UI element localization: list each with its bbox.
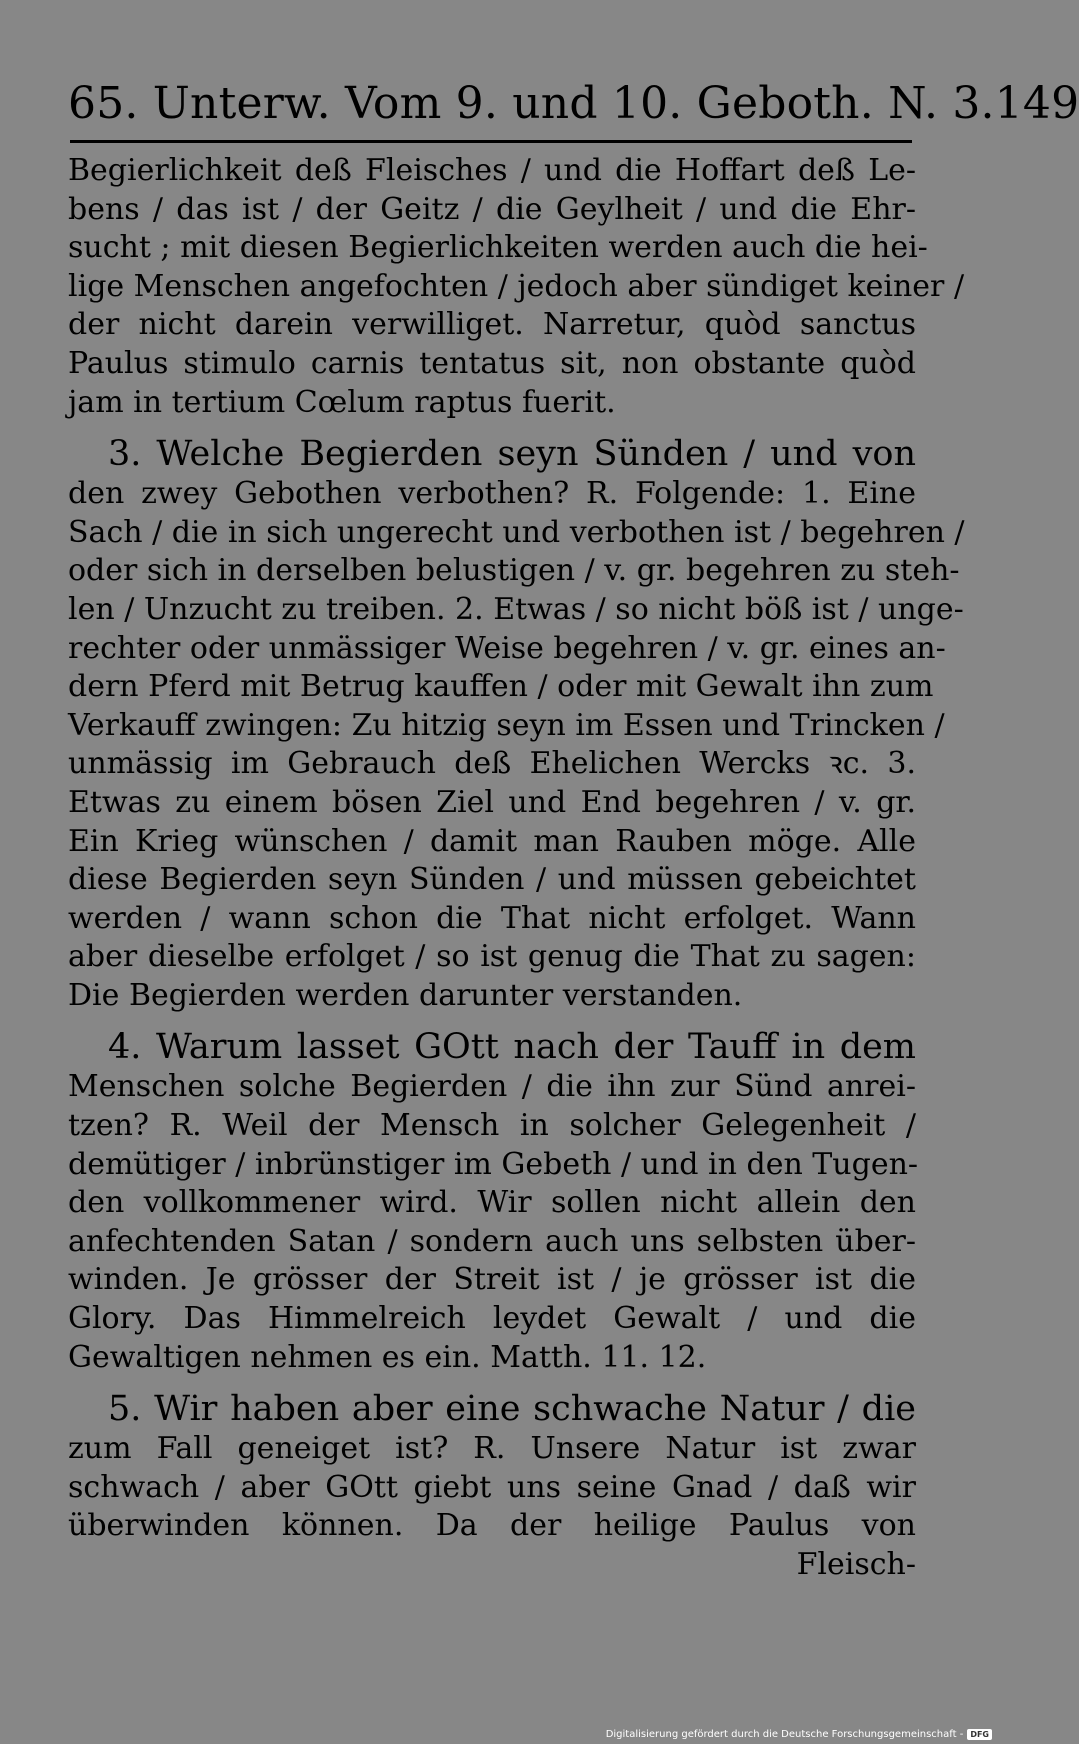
text-line: bens / das ist / der Geitz / die Geylheit / und die Ehr- xyxy=(68,191,916,227)
text-line: Etwas zu einem bösen Ziel und End begehren / v. gr. xyxy=(68,784,916,820)
question-3-heading: 3. Welche Begierden seyn Sünden / und von xyxy=(108,434,916,475)
text-line: sucht ; mit diesen Begierlichkeiten werden auch die hei- xyxy=(68,230,928,266)
running-head-title: 65. Unterw. Vom 9. und 10. Geboth. N. 3. xyxy=(68,78,995,129)
text-line: der nicht darein verwilliget. Narretur, quòd sanctus xyxy=(68,307,916,343)
text-line: Sach / die in sich ungerecht und verbothen ist / begehren / xyxy=(68,514,965,550)
text-line: winden. Je grösser der Streit ist / je grösser ist die xyxy=(68,1262,916,1298)
paragraph-gap xyxy=(68,1377,916,1389)
page-number: 149 xyxy=(994,78,1079,129)
text-line: schwach / aber GOtt giebt uns seine Gnad / daß wir xyxy=(68,1469,916,1505)
text-line: aber dieselbe erfolget / so ist genug die That zu sagen: xyxy=(68,939,916,975)
paragraph-gap xyxy=(68,422,916,434)
text-line: oder sich in derselben belustigen / v. gr. begehren zu steh- xyxy=(68,553,960,589)
text-line: dern Pferd mit Betrug kauffen / oder mit Gewalt ihn zum xyxy=(68,669,934,705)
text-line: Glory. Das Himmelreich leydet Gewalt / und die xyxy=(68,1301,916,1337)
text-line: anfechtenden Satan / sondern auch uns selbsten über- xyxy=(68,1223,916,1259)
running-head xyxy=(68,76,1079,132)
body-text xyxy=(68,152,965,1585)
text-line: überwinden können. Da der heilige Paulus von xyxy=(68,1508,916,1544)
text-line: unmässig im Gebrauch deß Ehelichen Wercks ꝛc. 3. xyxy=(68,746,916,782)
text-line: lige Menschen angefochten / jedoch aber sündiget keiner / xyxy=(68,268,965,304)
text-line: den zwey Gebothen verbothen? R. Folgende: 1. Eine xyxy=(68,476,916,512)
text-line: zum Fall geneiget ist? R. Unsere Natur ist zwar xyxy=(68,1431,916,1467)
text-line: diese Begierden seyn Sünden / und müssen gebeichtet xyxy=(68,862,916,898)
text-line: werden / wann schon die That nicht erfolget. Wann xyxy=(68,900,916,936)
credit-text: Digitalisierung gefördert durch die Deutsche Forschungsgemeinschaft - xyxy=(605,1729,964,1740)
text-line: Die Begierden werden darunter verstanden. xyxy=(68,977,743,1013)
digitization-credit xyxy=(606,1729,992,1740)
text-line: Verkauff zwingen: Zu hitzig seyn im Essen und Trincken / xyxy=(68,707,945,743)
text-line: Paulus stimulo carnis tentatus sit, non obstante quòd xyxy=(68,345,916,381)
text-line: demütiger / inbrünstiger im Gebeth / und in den Tugen- xyxy=(68,1146,919,1182)
text-line: Menschen solche Begierden / die ihn zur Sünd anrei- xyxy=(68,1069,916,1105)
paragraph-gap xyxy=(68,1015,916,1027)
text-line: rechter oder unmässiger Weise begehren / v. gr. eines an- xyxy=(68,630,946,666)
text-line: len / Unzucht zu treiben. 2. Etwas / so nicht böß ist / unge- xyxy=(68,591,964,627)
text-line: Gewaltigen nehmen es ein. Matth. 11. 12. xyxy=(68,1339,707,1375)
text-line: den vollkommener wird. Wir sollen nicht allein den xyxy=(68,1185,916,1221)
dfg-logo: DFG xyxy=(967,1729,992,1740)
text-line: tzen? R. Weil der Mensch in solcher Gelegenheit / xyxy=(68,1108,916,1144)
question-5-heading: 5. Wir haben aber eine schwache Natur / die xyxy=(108,1389,916,1430)
text-line: Ein Krieg wünschen / damit man Rauben möge. Alle xyxy=(68,823,916,859)
catchword: Fleisch- xyxy=(796,1547,916,1582)
question-4-heading: 4. Warum lasset GOtt nach der Tauff in dem xyxy=(108,1027,916,1068)
text-line: jam in tertium Cœlum raptus fuerit. xyxy=(68,384,616,420)
header-rule xyxy=(70,140,912,143)
text-line: Begierlichkeit deß Fleisches / und die Hoffart deß Le- xyxy=(68,153,916,188)
